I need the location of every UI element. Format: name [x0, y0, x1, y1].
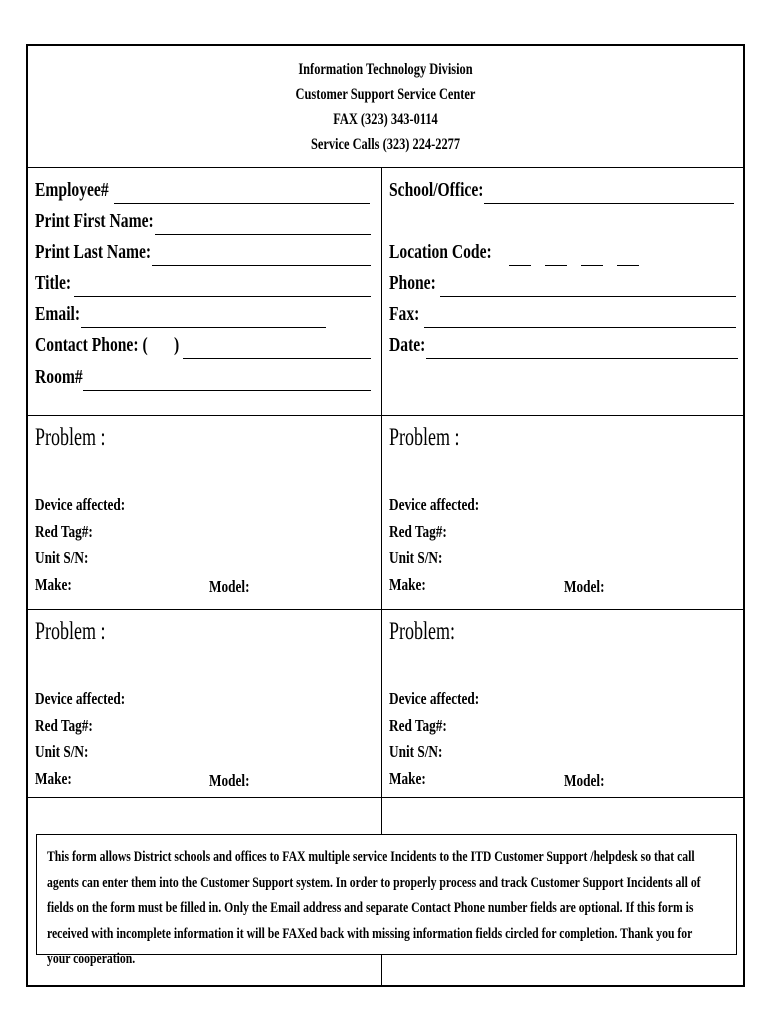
unit-sn-label: Unit S/N: — [35, 742, 89, 761]
title-field[interactable] — [74, 296, 371, 297]
employee-label: Employee# — [35, 179, 109, 201]
problem-details — [389, 492, 479, 598]
location-code-box-4[interactable] — [617, 265, 639, 266]
first-name-label: Print First Name: — [35, 210, 154, 232]
problem-title: Problem: — [389, 618, 456, 645]
support-form — [26, 44, 745, 987]
form-header — [28, 46, 743, 168]
contact-phone-label: Contact Phone: ( — [35, 334, 148, 356]
section-divider — [28, 415, 743, 416]
location-code-box-3[interactable] — [581, 265, 603, 266]
header-division: Information Technology Division — [298, 61, 473, 78]
problem-title: Problem : — [35, 618, 106, 645]
device-affected-label: Device affected: — [389, 689, 480, 708]
problem-details — [389, 686, 479, 792]
section-divider — [28, 797, 743, 798]
email-label: Email: — [35, 303, 81, 325]
device-affected-label: Device affected: — [35, 689, 126, 708]
unit-sn-label: Unit S/N: — [35, 548, 89, 567]
date-label: Date: — [389, 334, 426, 356]
problem-title: Problem : — [389, 424, 460, 451]
unit-sn-label: Unit S/N: — [389, 548, 443, 567]
model-label: Model: — [564, 771, 605, 790]
red-tag-label: Red Tag#: — [35, 521, 93, 541]
room-field[interactable] — [83, 390, 371, 391]
school-office-field[interactable] — [484, 203, 734, 204]
location-code-label: Location Code: — [389, 241, 492, 263]
header-fax: FAX (323) 343-0114 — [333, 111, 438, 128]
model-label: Model: — [564, 577, 605, 596]
fax-label: Fax: — [389, 303, 420, 325]
model-label: Model: — [209, 771, 250, 790]
device-affected-label: Device affected: — [389, 495, 480, 514]
device-affected-label: Device affected: — [35, 495, 126, 514]
header-service-calls: Service Calls (323) 224-2277 — [310, 136, 461, 153]
section-divider — [28, 609, 743, 610]
red-tag-label: Red Tag#: — [389, 715, 447, 735]
email-field[interactable] — [81, 327, 326, 328]
phone-field[interactable] — [440, 296, 736, 297]
location-code-box-2[interactable] — [545, 265, 567, 266]
fax-field[interactable] — [424, 327, 736, 328]
header-center: Customer Support Service Center — [295, 86, 476, 103]
date-field[interactable] — [426, 358, 738, 359]
first-name-field[interactable] — [155, 234, 371, 235]
red-tag-label: Red Tag#: — [389, 521, 447, 541]
location-code-box-1[interactable] — [509, 265, 531, 266]
last-name-field[interactable] — [152, 265, 371, 266]
model-label: Model: — [209, 577, 250, 596]
contact-phone-close: ) — [174, 334, 180, 356]
red-tag-label: Red Tag#: — [35, 715, 93, 735]
problem-title: Problem : — [35, 424, 106, 451]
contact-phone-field[interactable] — [183, 358, 371, 359]
phone-label: Phone: — [389, 272, 436, 294]
make-label: Make: — [35, 768, 72, 788]
instructions-text: This form allows District schools and offices to FAX multiple service Incidents to the ITD Customer Support /helpdesk so that call agents can enter them into the Customer Support system. In order to properly process and track Customer Support Incidents all of fields on the form must be filled in. Only the Email address and separate Contact Phone number fields are optional. If this form is received with incomplete information it will be FAXed back with missing information fields circled for completion. Thank you for your cooperation. — [47, 849, 701, 967]
unit-sn-label: Unit S/N: — [389, 742, 443, 761]
make-label: Make: — [389, 574, 426, 594]
school-office-label: School/Office: — [389, 179, 484, 201]
last-name-label: Print Last Name: — [35, 241, 152, 263]
make-label: Make: — [35, 574, 72, 594]
employee-field[interactable] — [114, 203, 370, 204]
problem-details — [35, 492, 125, 598]
room-label: Room# — [35, 366, 83, 388]
make-label: Make: — [389, 768, 426, 788]
problem-details — [35, 686, 125, 792]
title-label: Title: — [35, 272, 72, 294]
instructions-box — [36, 834, 737, 967]
